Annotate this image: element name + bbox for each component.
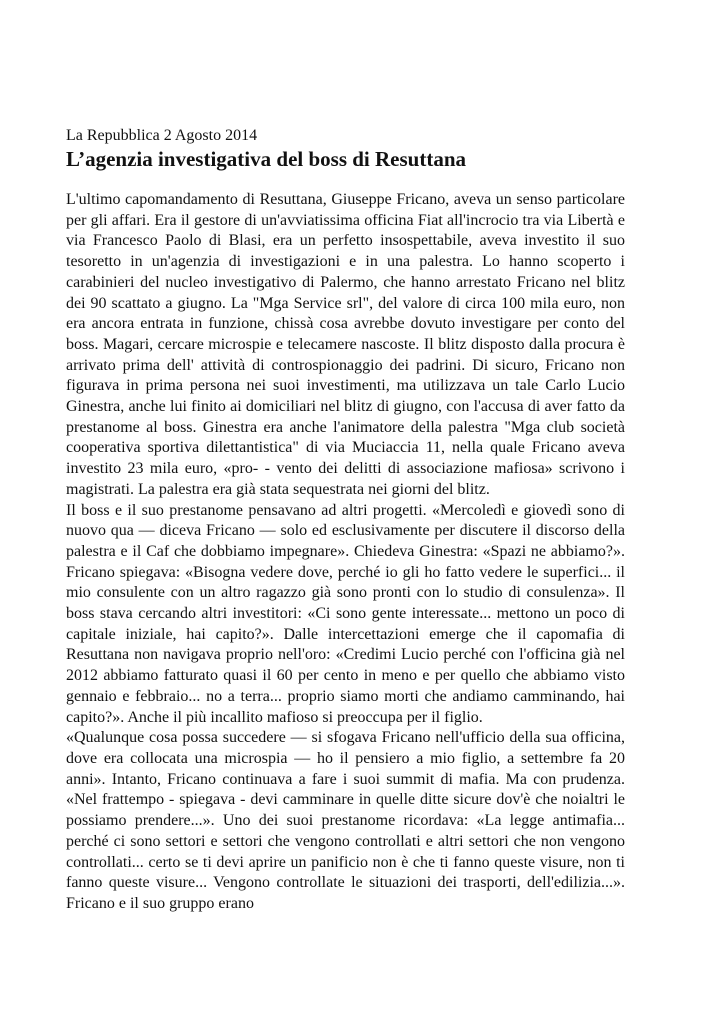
article-source: La Repubblica 2 Agosto 2014 [66,127,258,144]
article-paragraph: L'ultimo capomandamento di Resuttana, Giuseppe Fricano, aveva un senso particolare per gli affari. Era il gestore di un'avviatissima officina Fiat all'incrocio tra via Libertà e via Francesco Paolo di Blasi, era un perfetto insospettabile, aveva investito il suo tesoretto in un'agenzia di investigazioni e in una palestra. Lo hanno scoperto i carabinieri del nucleo investigativo di Palermo, che hanno arrestato Fricano nel blitz dei 90 scattato a giugno. La "Mga Service srl", del valore di circa 100 mila euro, non era ancora entrata in funzione, chissà cosa avrebbe dovuto investigare per conto del boss. Magari, cercare microspie e telecamere nascoste. Il blitz disposto dalla procura è arrivato prima dell' attività di controspionaggio dei padrini. Di sicuro, Fricano non figurava in prima persona nei suoi investimenti, ma utilizzava un tale Carlo Lucio Ginestra, anche lui finito ai domiciliari nel blitz di giugno, con l'accusa di aver fatto da prestanome al boss. Ginestra era anche l'animatore della palestra "Mga club società cooperativa sportiva dilettantistica" di via Muciaccia 11, nella quale Fricano aveva investito 23 mila euro, «pro- - vento dei delitti di associazione mafiosa» scrivono i magistrati. La palestra era già stata sequestrata nei giorni del blitz. [66,191,625,498]
article [66,126,625,915]
article-body [66,190,625,915]
article-paragraph: Il boss e il suo prestanome pensavano ad altri progetti. «Mercoledì e giovedì sono di nuovo qua — diceva Fricano — solo ed esclusivamente per discutere il discorso della palestra e il Caf che dobbiamo impegnare». Chiedeva Ginestra: «Spazi ne abbiamo?». Fricano spiegava: «Bisogna vedere dove, perché io gli ho fatto vedere le superfici... il mio consulente con un altro ragazzo già sono pronti con lo studio di consulenza». Il boss stava cercando altri investitori: «Ci sono gente interessate... mettono un poco di capitale iniziale, hai capito?». Dalle intercettazioni emerge che il capomafia di Resuttana non navigava proprio nell'oro: «Credimi Lucio perché con l'officina già nel 2012 abbiamo fatturato quasi il 60 per cento in meno e per quello che abbiamo visto gennaio e febbraio... no a terra... proprio siamo morti che andiamo camminando, hai capito?». Anche il più incallito mafioso si preoccupa per il figlio. [66,501,625,726]
article-title: L’agenzia investigativa del boss di Resuttana [66,147,467,171]
article-paragraph: «Qualunque cosa possa succedere — si sfogava Fricano nell'ufficio della sua officina, dove era collocata una microspia — ho il pensiero a mio figlio, a settembre fa 20 anni». Intanto, Fricano continuava a fare i suoi summit di mafia. Ma con prudenza. «Nel frattempo - spiegava - devi camminare in quelle ditte sicure dov'è che noialtri le possiamo prendere...». Uno dei suoi prestanome ricordava: «La legge antimafia... perché ci sono settori e settori che vengono controllati e altri settori che non vengono controllati... certo se ti devi aprire un panificio non è che ti fanno queste visure, non ti fanno queste visure... Vengono controllate le situazioni dei trasporti, dell'edilizia...». Fricano e il suo gruppo erano [66,729,625,912]
